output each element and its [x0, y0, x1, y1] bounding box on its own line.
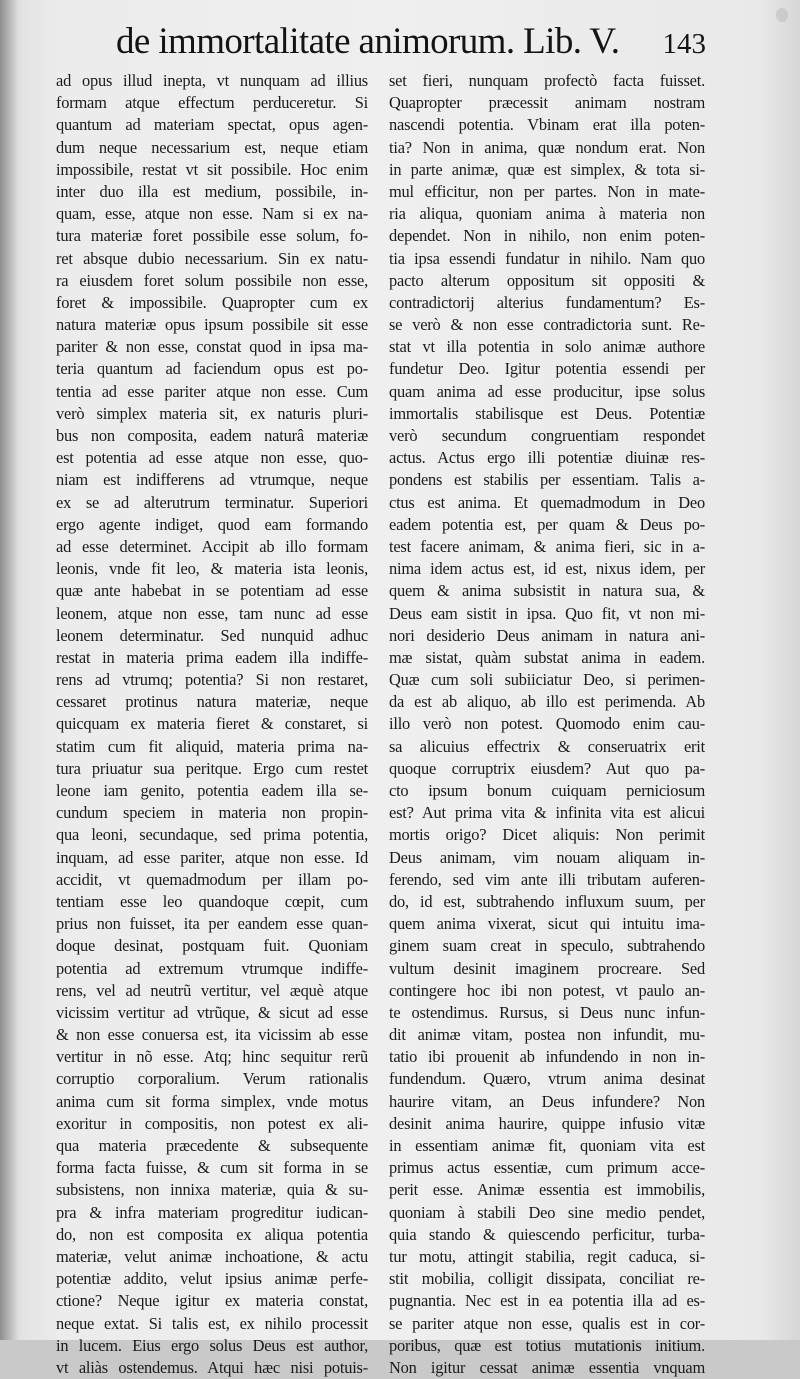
text-line: vt aliàs ostendemus. Atqui hæc nisi potuis-: [56, 1357, 368, 1377]
text-line: set fieri, nunquam profectò facta fuisset.: [389, 71, 705, 90]
text-line: se verò & non esse contradictoria sunt. Re-: [389, 315, 705, 335]
text-line: anima cum sit forma simplex, vnde motus: [56, 1091, 368, 1111]
text-line: inter duo illa est medium, possibile, in-: [56, 181, 368, 201]
right-text-column: [389, 70, 705, 1379]
text-line: stit mobilia, colligit dissipata, conciliat re-: [389, 1269, 705, 1289]
text-line: ginem suam creat in speculo, subtrahendo: [389, 936, 705, 956]
text-line: potentia ad extremum vtrumque indiffe-: [56, 958, 368, 978]
text-line: Non igitur cessat animæ essentia vnquam: [389, 1357, 705, 1377]
text-line: tura materiæ foret possibile esse solum, fo-: [56, 226, 368, 246]
text-line: tia? Non in anima, quæ nondum erat. Non: [389, 137, 705, 157]
text-line: fundendum. Quæro, vtrum anima desinat: [389, 1069, 705, 1089]
text-line: dum neque necessarium est, neque etiam: [56, 137, 368, 157]
text-line: vertitur in nõ esse. Atq; hinc sequitur rerũ: [56, 1047, 368, 1067]
text-line: desinit anima haurire, quippe infusio vitæ: [389, 1113, 705, 1133]
text-line: Quæ cum soli subiiciatur Deo, si perimen-: [389, 670, 705, 690]
text-line: cundum speciem in materia non propin-: [56, 803, 368, 823]
text-line: quantum ad materiam spectat, opus agen-: [56, 115, 368, 135]
text-line: leonem determinatur. Sed nunquid adhuc: [56, 625, 368, 645]
text-line: contingere hoc ibi non potest, vt paulo an-: [389, 980, 705, 1000]
text-line: contradictorij alterius fundamentum? Es-: [389, 292, 705, 312]
text-line: test facere animam, & anima fieri, sic in a-: [389, 536, 705, 556]
text-line: te ostendimus. Rursus, si Deus nunc infun-: [389, 1002, 705, 1022]
text-line: est potentia ad esse atque non esse, quo-: [56, 448, 368, 468]
text-line: tatio ibi prouenit ab infundendo in non in-: [389, 1047, 705, 1067]
text-line: leonis, vnde fit leo, & materia ista leonis,: [56, 559, 368, 579]
text-line: stat vt illa potentia in solo animæ authore: [389, 337, 705, 357]
text-line: cessaret protinus natura materiæ, neque: [56, 692, 368, 712]
text-line: poribus, quæ est totius mutationis initium.: [389, 1335, 705, 1355]
text-line: perit esse. Animæ essentia est immobilis,: [389, 1180, 705, 1200]
text-line: qua materia præcedente & subsequente: [56, 1136, 368, 1155]
text-line: tentiam esse leo quandoque cœpit, cum: [56, 891, 368, 911]
text-line: verò simplex materia sit, ex naturis pluri-: [56, 403, 368, 423]
text-line: est? Aut prima vita & infinita vita est alicui: [389, 803, 705, 823]
text-line: quoque corruptrix eiusdem? Aut quo pa-: [389, 758, 705, 778]
text-line: bus non composita, eadem naturâ materiæ: [56, 426, 368, 445]
text-line: forma facta fuisse, & cum sit forma in se: [56, 1158, 368, 1178]
text-line: vultum desinit imaginem procreare. Sed: [389, 958, 705, 978]
text-line: mæ sistat, quàm substat anima in eadem.: [389, 647, 705, 667]
text-line: tentia ad esse pariter atque non esse. Cum: [56, 381, 368, 401]
text-line: potentiæ addito, velut ipsius animæ perfe-: [56, 1269, 368, 1289]
text-line: nori desiderio Deus animam in natura ani-: [389, 625, 705, 645]
text-line: do, id est, subtrahendo influxum suum, per: [389, 891, 705, 911]
text-line: foret & impossibile. Quapropter cum ex: [56, 292, 368, 312]
text-line: pondens est stabilis per essentiam. Talis a-: [389, 470, 705, 490]
text-line: quoniam à stabili Deo sine medio pendet,: [389, 1202, 705, 1222]
text-line: dependet. Non in nihilo, non enim poten-: [389, 226, 705, 246]
text-line: corruptio corporalium. Verum rationalis: [56, 1069, 368, 1089]
text-line: mul efficitur, non per partes. Non in mate-: [389, 181, 705, 201]
text-line: primus actus essentiæ, cum primum acce-: [389, 1158, 705, 1178]
text-line: restat in materia prima eadem illa indiffe-: [56, 647, 368, 667]
text-line: leonem, atque non esse, tam nunc ad esse: [56, 603, 368, 623]
text-line: in parte animæ, quæ est simplex, & tota si-: [389, 159, 705, 179]
text-line: quicquam ex materia fieret & constaret, si: [56, 714, 368, 734]
text-line: quam, esse, atque non esse. Nam si ex na-: [56, 204, 368, 224]
text-line: teria quantum ad faciendum opus est po-: [56, 359, 368, 379]
text-line: Deus animam, vim nouam aliquam in-: [389, 847, 705, 867]
text-line: illo verò non potest. Quomodo enim cau-: [389, 714, 705, 734]
text-line: natura materiæ opus ipsum possibile sit esse: [56, 315, 368, 335]
text-line: ret absque dubio necessarium. Sin ex natu-: [56, 248, 368, 268]
text-line: materiæ, velut animæ inchoatione, & actu: [56, 1246, 368, 1266]
text-line: dit animæ vitam, postea non infundit, mu-: [389, 1025, 705, 1045]
text-line: inquam, ad esse pariter, atque non esse. Id: [56, 847, 368, 867]
text-line: pugnantia. Nec est in ea potentia illa ad es-: [389, 1291, 705, 1311]
text-line: ex se ad alterutrum terminatur. Superiori: [56, 492, 368, 512]
text-line: eadem potentia est, per quam & Deus po-: [389, 514, 705, 534]
text-line: ad esse determinet. Accipit ab illo formam: [56, 536, 368, 556]
text-line: rens ad vtrumq; potentia? Si non restaret,: [56, 670, 368, 690]
text-line: exoritur in compositis, non potest ex ali-: [56, 1113, 368, 1133]
text-line: rens, vel ad neutrũ vertitur, vel æquè atque: [56, 980, 368, 1000]
left-text-column: [56, 70, 368, 1379]
text-line: pacto alterum oppositum sit oppositi &: [389, 270, 705, 290]
text-line: leone iam genito, potentia eadem illa se-: [56, 781, 368, 800]
text-line: quem & anima subsistit in natura sua, &: [389, 581, 705, 601]
text-line: accidit, vt quemadmodum per illam po-: [56, 869, 368, 889]
text-line: quia stando & quiescendo perficitur, turba-: [389, 1224, 705, 1244]
text-line: tur motu, attingit stabilia, regit caduca, si-: [389, 1246, 705, 1266]
text-line: in lucem. Eius ergo solus Deus est author,: [56, 1335, 368, 1355]
text-line: Quapropter præcessit animam nostram: [389, 93, 705, 113]
text-line: pariter & non esse, constat quod in ipsa ma-: [56, 337, 368, 357]
text-line: verò secundum congruentiam respondet: [389, 426, 705, 445]
text-line: mortis origo? Dicet aliquis: Non perimit: [389, 825, 705, 845]
text-line: neque extat. Si talis est, ex nihilo processit: [56, 1313, 368, 1333]
page-gutter-shadow: [0, 0, 18, 1340]
text-line: haurire vitam, an Deus infundere? Non: [389, 1091, 705, 1111]
text-line: tia ipsa essendi fundatur in nihilo. Nam quo: [389, 248, 705, 268]
text-line: subsistens, non innixa materiæ, quia & su-: [56, 1180, 368, 1200]
text-line: nima idem actus est, id est, nixus idem, per: [389, 559, 705, 579]
text-line: ergo agente indiget, quod eam formando: [56, 514, 368, 534]
text-line: & non esse conuersa est, ita vicissim ab esse: [56, 1025, 368, 1045]
text-line: ctione? Neque igitur ex materia constat,: [56, 1291, 368, 1311]
text-line: fundetur Deo. Igitur potentia essendi per: [389, 359, 705, 379]
page-number: 143: [662, 28, 706, 60]
text-line: doque desinat, postquam fuit. Quoniam: [56, 936, 368, 956]
text-line: formam atque effectum perduceretur. Si: [56, 93, 368, 113]
text-line: nascendi potentia. Vbinam erat illa poten-: [389, 115, 705, 135]
text-line: actus. Actus ergo illi potentiæ diuinæ res-: [389, 448, 705, 468]
text-line: in essentiam animæ fit, quoniam vita est: [389, 1136, 705, 1155]
running-header: [116, 16, 706, 66]
text-line: quem anima vixerat, sicut qui intuitu ima-: [389, 914, 705, 934]
text-line: qua leoni, secundaque, sed prima potentia,: [56, 825, 368, 845]
text-line: ferendo, sed vim ante illi tributam auferen-: [389, 869, 705, 889]
text-line: cto ipsum bonum cuiquam perniciosum: [389, 781, 705, 800]
text-line: ad opus illud inepta, vt nunquam ad illius: [56, 71, 368, 90]
text-line: ctus est anima. Et quemadmodum in Deo: [389, 492, 705, 512]
text-line: se pariter atque non esse, qualis est in cor-: [389, 1313, 705, 1333]
text-line: quæ ante habebat in se potentiam ad esse: [56, 581, 368, 601]
text-line: Deus eam sistit in ipsa. Quo fit, vt non mi-: [389, 603, 705, 623]
text-line: statim cum fit aliquid, materia prima na-: [56, 736, 368, 756]
text-line: sa alicuius effectrix & conseruatrix erit: [389, 736, 705, 756]
text-line: quam anima ad esse producitur, ipse solus: [389, 381, 705, 401]
text-line: impossibile, restat vt sit possibile. Hoc enim: [56, 159, 368, 179]
running-title: de immortalitate animorum. Lib. V.: [116, 21, 620, 62]
text-line: do, non est composita ex aliqua potentia: [56, 1224, 368, 1244]
text-line: immortalis stabilisque est Deus. Potentiæ: [389, 403, 705, 423]
text-line: vicissim vertitur ad vtrũque, & sicut ad esse: [56, 1002, 368, 1022]
text-line: niam est indifferens ad vtrumque, neque: [56, 470, 368, 490]
text-line: ra eiusdem foret solum possibile non esse,: [56, 270, 368, 290]
text-line: prius non fuisset, ita per eandem esse quan-: [56, 914, 368, 934]
text-line: ria aliqua, quoniam anima à materia non: [389, 204, 705, 224]
stain-mark: [776, 8, 788, 22]
text-line: pra & infra materiam progreditur iudican-: [56, 1202, 368, 1222]
text-line: da est ab aliquo, ab illo est perimenda. Ab: [389, 692, 705, 712]
text-line: tura priuatur sua peritque. Ergo cum restet: [56, 758, 368, 778]
